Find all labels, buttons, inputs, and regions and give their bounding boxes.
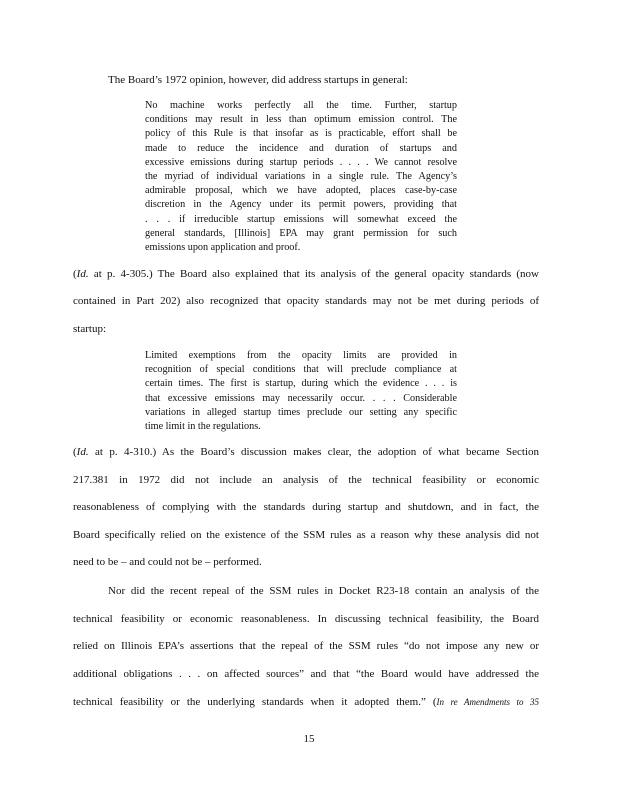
quote-line: No machine works perfectly all the time. Further, startup: [145, 100, 457, 111]
quote-line: recognition of special conditions that will preclude compliance at: [145, 364, 457, 376]
page-number: 15: [303, 733, 315, 745]
paragraph-4-line-4: additional obligations . . . on affected sources” and that “the Board would have addressed the: [73, 668, 539, 680]
paragraph-3-line-2: 217.381 in 1972 did not include an analysis of the technical feasibility or economic: [73, 474, 539, 486]
paragraph-3-line-3: reasonableness of complying with the standards during startup and shutdown, and in fact, the: [73, 501, 539, 513]
paragraph-3-line-5: need to be – and could not be – performed.: [73, 556, 262, 568]
paragraph-4-line-5: [73, 696, 539, 709]
quote-line: certain times. The first is startup, during which the evidence . . . is: [145, 378, 457, 390]
open-paren: (: [73, 446, 77, 458]
paragraph-3-line-1-text: at p. 4-310.) As the Board’s discussion makes clear, the adoption of what became Section: [95, 446, 540, 458]
quote-line: excessive emissions during startup periods . . . . We cannot resolve: [145, 156, 457, 168]
quote-line: time limit in the regulations.: [145, 421, 261, 432]
quote-line: that excessive emissions may necessarily occur. . . . Considerable: [145, 392, 457, 404]
quote-line: the myriad of individual variations in a single rule. The Agency’s: [145, 171, 457, 182]
citation-id: Id.: [76, 446, 89, 458]
citation-id: Id.: [76, 268, 89, 280]
quote-line: emissions upon application and proof.: [145, 242, 301, 253]
quote-line: made to reduce the incidence and duration of startups and: [145, 142, 457, 154]
quote-line: discretion in the Agency under its permit powers, providing that: [145, 199, 457, 211]
paragraph-3-line-1: [73, 446, 539, 459]
paragraph-4-line-5-text: technical feasibility or the underlying standards when it adopted them.” (: [73, 696, 437, 708]
quote-line: general standards, [Illinois] EPA may grant permission for such: [145, 227, 457, 239]
quote-line: variations in alleged startup times preclude our setting any specific: [145, 406, 457, 418]
quote-line: . . . if irreducible startup emissions will somewhat exceed the: [145, 213, 457, 225]
paragraph-3-line-4: Board specifically relied on the existence of the SSM rules as a reason why these analysis did not: [73, 529, 539, 541]
paragraph-4-line-1: Nor did the recent repeal of the SSM rules in Docket R23-18 contain an analysis of the: [108, 585, 539, 597]
paragraph-2-line-3: startup:: [73, 323, 106, 335]
quote-line: admirable proposal, which we have adopted, places case-by-case: [145, 185, 457, 197]
citation-in-re: In re Amendments to 35: [436, 697, 539, 707]
paragraph-intro: The Board’s 1972 opinion, however, did address startups in general:: [108, 74, 408, 86]
paragraph-4-line-2: technical feasibility or economic reasonableness. In discussing technical feasibility, the Board: [73, 613, 539, 625]
paragraph-2-line-1-text: at p. 4-305.) The Board also explained that its analysis of the general opacity standards (now: [93, 268, 540, 280]
paragraph-4-line-3: relied on Illinois EPA’s assertions that the repeal of the SSM rules “do not impose any new or: [73, 640, 539, 652]
quote-line: policy of this Rule is that insofar as is practicable, effort shall be: [145, 128, 457, 140]
paragraph-2-line-2: contained in Part 202) also recognized that opacity standards may not be met during periods of: [73, 295, 539, 307]
quote-line: Limited exemptions from the opacity limits are provided in: [145, 350, 457, 361]
paragraph-2-line-1: (Id. at p. 4-305.) The Board also explained that its analysis of the general opacity standards (now: [73, 268, 540, 280]
quote-line: conditions may result in less than optimum emission control. The: [145, 114, 457, 126]
